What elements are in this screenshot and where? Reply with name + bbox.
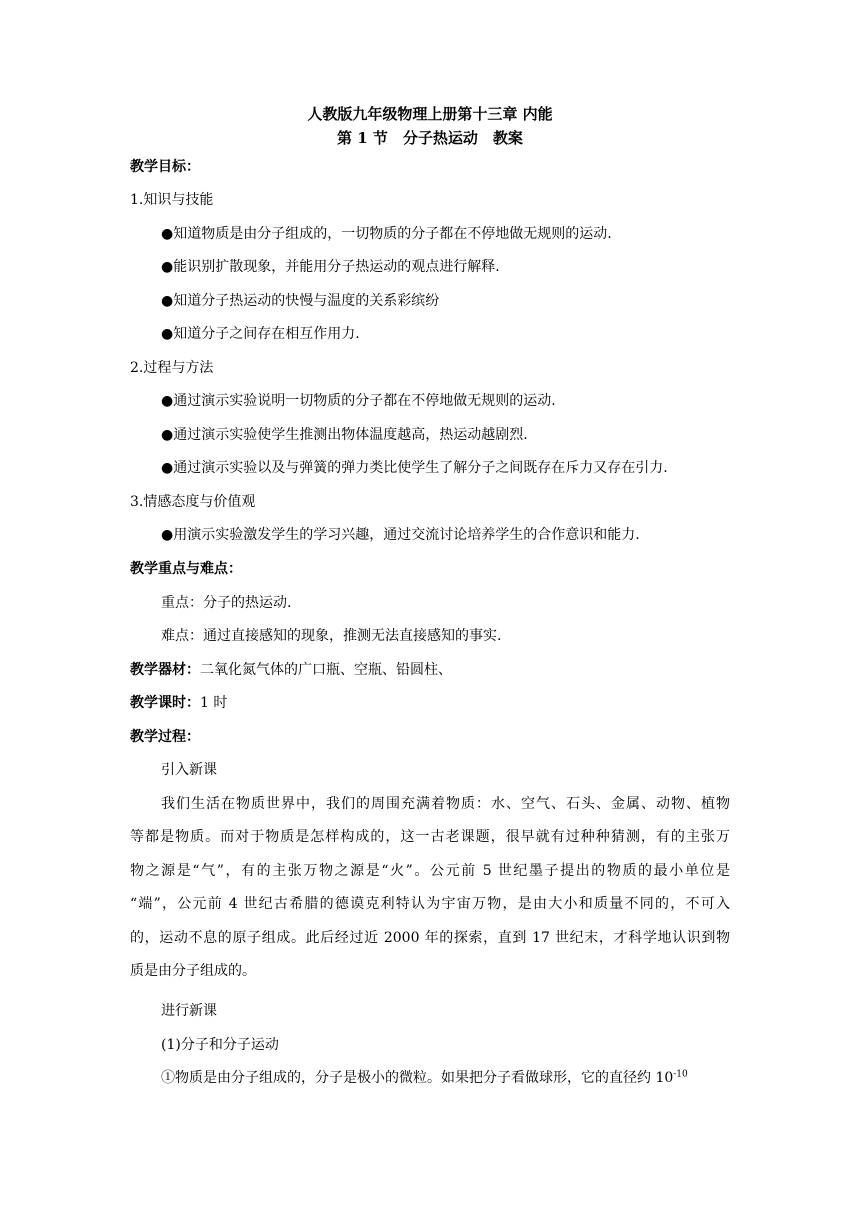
intro-paragraph-line: 的，运动不息的原子组成。此后经过近 2000 年的探索，直到 17 世纪末，才科学地认识到物 — [130, 929, 730, 946]
equipment-label: 教学器材： — [130, 662, 200, 678]
focus-line: 重点：分子的热运动. — [161, 595, 292, 611]
process-method-item: ●通过演示实验以及与弹簧的弹力类比使学生了解分子之间既存在斥力又存在引力. — [161, 460, 668, 476]
attitude-heading: 3.情感态度与价值观 — [130, 494, 256, 510]
intro-paragraph-line: “端”，公元前 4 世纪古希腊的德谟克利特认为宇宙万物，是由大小和质量不同的，不可入 — [130, 896, 730, 913]
knowledge-item: ●知道分子之间存在相互作用力. — [161, 326, 360, 342]
point1-line — [161, 1068, 688, 1088]
point1-text: ①物质是由分子组成的，分子是极小的微粒。如果把分子看做球形，它的直径约 10 — [161, 1070, 674, 1086]
intro-paragraph-line: 质是由分子组成的。 — [130, 963, 256, 980]
hours-value: 1 时 — [200, 695, 228, 711]
difficulty-line: 难点：通过直接感知的现象，推测无法直接感知的事实. — [161, 628, 502, 644]
knowledge-item: ●知道物质是由分子组成的，一切物质的分子都在不停地做无规则的运动. — [161, 226, 612, 242]
point1-exponent: -10 — [673, 1069, 688, 1080]
equipment-line — [130, 660, 452, 680]
doc-title-line1: 人教版九年级物理上册第十三章 内能 — [307, 105, 553, 123]
hours-label: 教学课时： — [130, 695, 200, 711]
doc-title-line2: 第 1 节 分子热运动 教案 — [337, 129, 523, 147]
process-method-heading: 2.过程与方法 — [130, 360, 214, 376]
attitude-item: ●用演示实验激发学生的学习兴趣，通过交流讨论培养学生的合作意识和能力. — [161, 527, 640, 543]
knowledge-item: ●知道分子热运动的快慢与温度的关系彩缤纷 — [161, 293, 440, 309]
objectives-heading: 教学目标： — [130, 159, 200, 175]
process-method-item: ●通过演示实验使学生推测出物体温度越高，热运动越剧烈. — [161, 427, 528, 443]
hours-line — [130, 693, 227, 713]
subsection-heading: (1)分子和分子运动 — [161, 1037, 279, 1053]
knowledge-heading: 1.知识与技能 — [130, 192, 214, 208]
knowledge-item: ●能识别扩散现象，并能用分子热运动的观点进行解释. — [161, 259, 500, 275]
new-lesson-label: 进行新课 — [161, 1003, 217, 1019]
process-method-item: ●通过演示实验说明一切物质的分子都在不停地做无规则的运动. — [161, 393, 556, 409]
intro-paragraph-line: 物之源是“气”，有的主张万物之源是“火”。公元前 5 世纪墨子提出的物质的最小单位是 — [130, 862, 730, 879]
process-heading: 教学过程： — [130, 729, 200, 745]
equipment-value: 二氧化氮气体的广口瓶、空瓶、铅圆柱、 — [200, 662, 452, 678]
intro-paragraph-line: 我们生活在物质世界中，我们的周围充满着物质：水、空气、石头、金属、动物、植物 — [161, 796, 730, 812]
intro-paragraph — [130, 788, 730, 988]
key-points-heading: 教学重点与难点： — [130, 561, 242, 577]
intro-paragraph-line: 等都是物质。而对于物质是怎样构成的，这一古老课题，很早就有过种种猜测，有的主张万 — [130, 829, 730, 846]
intro-label: 引入新课 — [161, 762, 217, 778]
